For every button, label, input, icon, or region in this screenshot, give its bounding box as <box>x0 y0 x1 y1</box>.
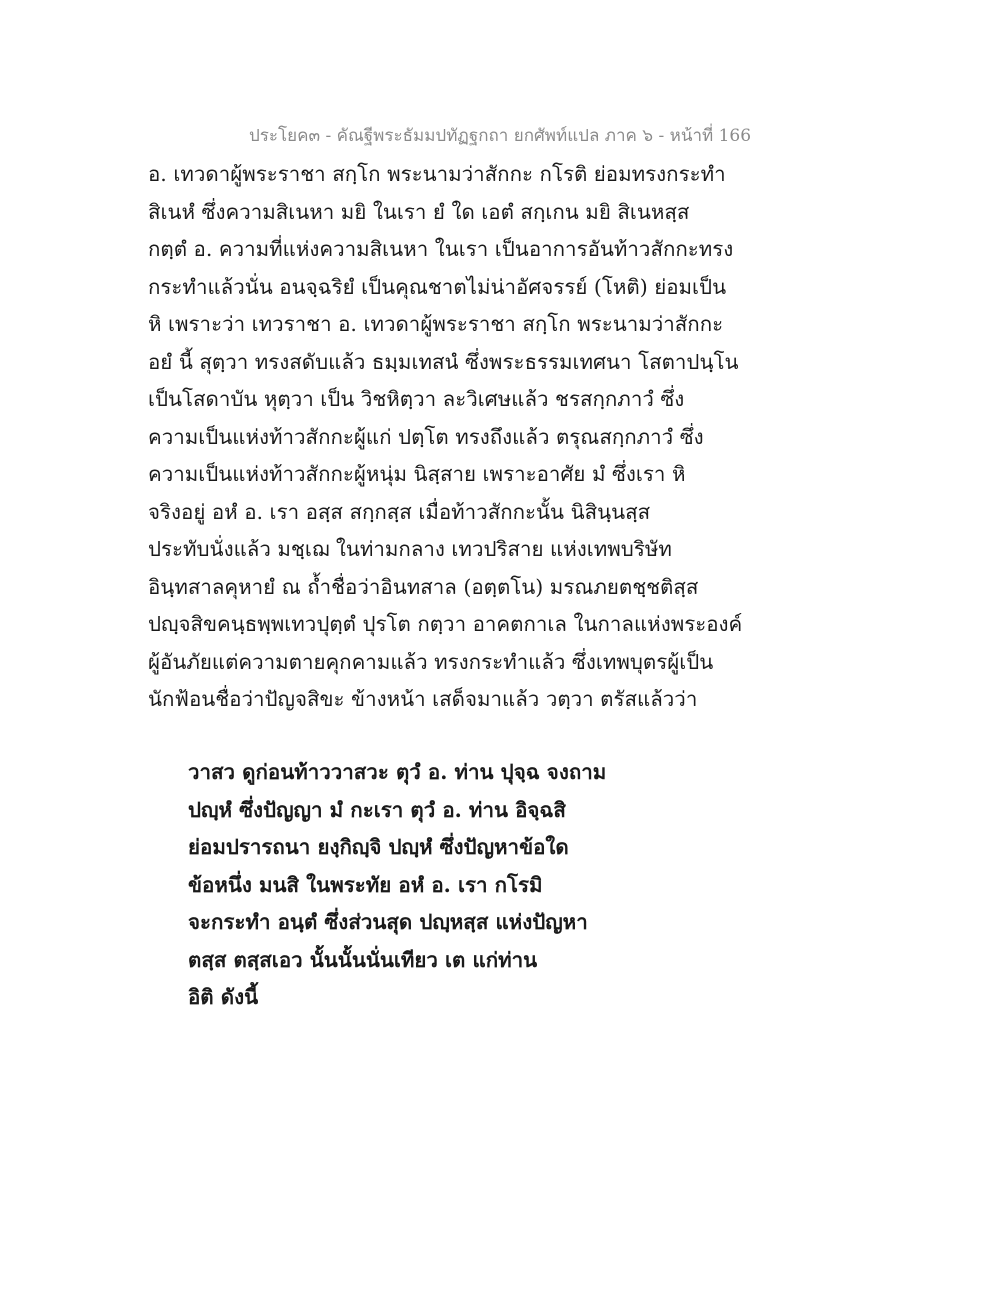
verse-line: อิติ ดังนี้ <box>188 985 259 1009</box>
body-line: จริงอยู่ อหํ อ. เรา อสฺส สกฺกสฺส เมื่อท้าวสักกะนั้น นิสินฺนสฺส <box>148 499 651 524</box>
body-line: ความเป็นแห่งท้าวสักกะผู้หนุ่ม นิสฺสาย เพราะอาศัย มํ ซึ่งเรา หิ <box>148 462 686 486</box>
body-line: กระทำแล้วนั่น อนจฺฉริยํ เป็นคุณชาตไม่น่าอัศจรรย์ (โหติ) ย่อมเป็น <box>148 274 727 299</box>
body-line: ความเป็นแห่งท้าวสักกะผู้แก่ ปตฺโต ทรงถึงแล้ว ตรุณสกฺกภาวํ ซึ่ง <box>148 424 704 449</box>
body-line: นักฟ้อนชื่อว่าปัญจสิขะ ข้างหน้า เสด็จมาแล้ว วตฺวา ตรัสแล้วว่า <box>148 687 698 711</box>
body-line: ประทับนั่งแล้ว มชฺเฌ ในท่ามกลาง เทวปริสาย แห่งเทพบริษัท <box>148 537 672 561</box>
verse-line: ย่อมปรารถนา ยงฺกิญฺจิ ปญฺหํ ซึ่งปัญหาข้อใด <box>188 835 569 859</box>
body-line: กตฺตํ อ. ความที่แห่งความสิเนหา ในเรา เป็นอาการอันท้าวสักกะทรง <box>148 237 734 261</box>
body-line: หิ เพราะว่า เทวราชา อ. เทวดาผู้พระราชา สกฺโก พระนามว่าสักกะ <box>148 312 724 336</box>
body-text <box>148 156 768 719</box>
body-line: อินฺทสาลคุหายํ ณ ถ้ำชื่อว่าอินทสาล (อตฺตโน) มรณภยตชฺชติสฺส <box>148 574 699 599</box>
page-header: ประโยค๓ - คัณฐีพระธัมมปทัฏฐกถา ยกศัพท์แปล ภาค ๖ - หน้าที่ 166 <box>248 126 752 146</box>
verse-line: ปญฺหํ ซึ่งปัญญา มํ กะเรา ตุวํ อ. ท่าน อิจฺฉสิ <box>188 797 566 822</box>
body-line: อ. เทวดาผู้พระราชา สกฺโก พระนามว่าสักกะ กโรติ ย่อมทรงกระทำ <box>148 162 726 186</box>
verse-line: จะกระทำ อนฺตํ ซึ่งส่วนสุด ปญฺหสฺส แห่งปัญหา <box>188 910 588 934</box>
body-line: เป็นโสดาบัน หุตฺวา เป็น วิชหิตฺวา ละวิเศษแล้ว ชรสกฺกภาวํ ซึ่ง <box>148 387 685 411</box>
verse-block <box>188 754 748 1017</box>
verse-line: ข้อหนึ่ง มนสิ ในพระทัย อหํ อ. เรา กโรมิ <box>188 872 543 897</box>
body-line: ผู้อันภัยแต่ความตายคุกคามแล้ว ทรงกระทำแล้ว ซึ่งเทพบุตรผู้เป็น <box>148 649 714 674</box>
body-line: ปญฺจสิขคนฺธพฺพเทวปุตฺตํ ปุรโต กตฺวา อาคตกาเล ในกาลแห่งพระองค์ <box>148 612 743 636</box>
verse-line: ตสฺส ตสฺสเอว นั้นนั้นนั่นเทียว เต แก่ท่าน <box>188 947 538 972</box>
body-line: อยํ นี้ สุตฺวา ทรงสดับแล้ว ธมฺมเทสนํ ซึ่งพระธรรมเทศนา โสตาปนฺโน <box>148 349 739 374</box>
body-line: สิเนหํ ซึ่งความสิเนหา มยิ ในเรา ยํ ใด เอตํ สกฺเกน มยิ สิเนหสฺส <box>148 199 690 224</box>
verse-line: วาสว ดูก่อนท้าววาสวะ ตุวํ อ. ท่าน ปุจฺฉ จงถาม <box>188 760 607 784</box>
